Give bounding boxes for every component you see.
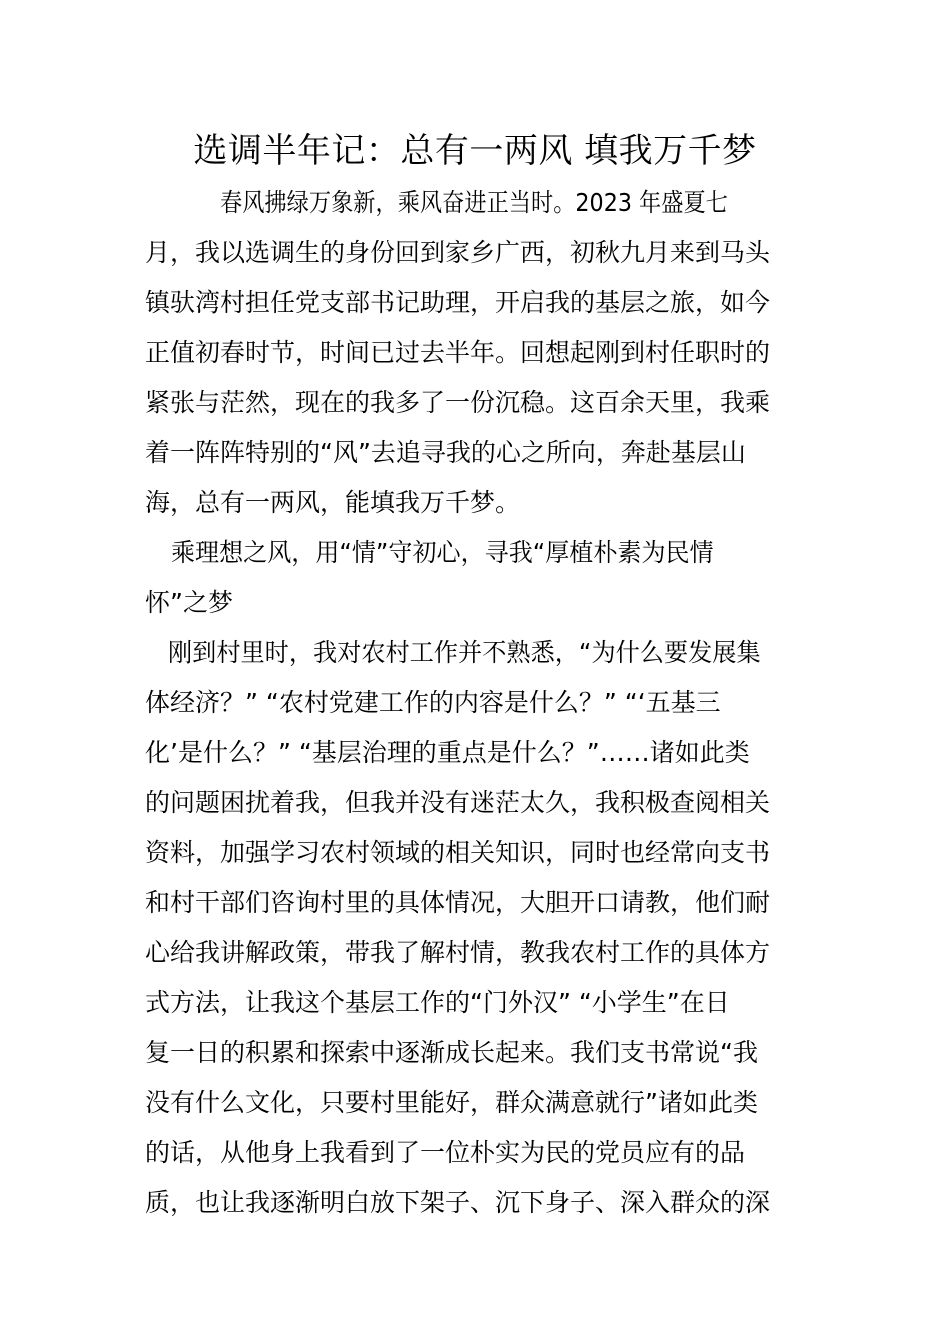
- document-title: 选调半年记：总有一两风 填我万千梦: [193, 131, 757, 171]
- text-line: 镇驮湾村担任党支部书记助理，开启我的基层之旅，如今: [145, 288, 771, 317]
- text-line: 海，总有一两风，能填我万千梦。: [145, 488, 521, 517]
- text-line: 刚到村里时，我对农村工作并不熟悉，“为什么要发展集: [168, 638, 761, 667]
- text-line: 正值初春时节，时间已过去半年。回想起刚到村任职时的: [145, 338, 771, 367]
- text-line: 的话，从他身上我看到了一位朴实为民的党员应有的品: [145, 1138, 746, 1167]
- text-line: 复一日的积累和探索中逐渐成长起来。我们支书常说“我: [145, 1038, 758, 1067]
- text-line: 没有什么文化，只要村里能好，群众满意就行”诸如此类: [145, 1088, 758, 1117]
- section-heading: 怀”之梦: [145, 588, 233, 617]
- text-line: 春风拂绿万象新，乘风奋进正当时。2023 年盛夏七: [220, 188, 728, 217]
- text-line: 着一阵阵特别的“风”去追寻我的心之所向，奔赴基层山: [145, 438, 746, 467]
- text-line: 体经济？” “农村党建工作的内容是什么？” “‘五基三: [145, 688, 721, 717]
- text-line: 质，也让我逐渐明白放下架子、沉下身子、深入群众的深: [145, 1188, 771, 1217]
- text-line: 月，我以选调生的身份回到家乡广西，初秋九月来到马头: [145, 238, 771, 267]
- text-line: 和村干部们咨询村里的具体情况，大胆开口请教，他们耐: [145, 888, 771, 917]
- text-line: 式方法，让我这个基层工作的“门外汉” “小学生”在日: [145, 988, 730, 1017]
- text-line: 的问题困扰着我，但我并没有迷茫太久，我积极查阅相关: [145, 788, 771, 817]
- text-line: 资料，加强学习农村领域的相关知识，同时也经常向支书: [145, 838, 771, 867]
- text-line: 心给我讲解政策，带我了解村情，教我农村工作的具体方: [145, 938, 771, 967]
- section-heading: 乘理想之风，用“情”守初心，寻我“厚植朴素为民情: [171, 538, 714, 567]
- text-line: 紧张与茫然，现在的我多了一份沉稳。这百余天里，我乘: [145, 388, 771, 417]
- text-line: 化’是什么？” “基层治理的重点是什么？”……诸如此类: [145, 738, 750, 767]
